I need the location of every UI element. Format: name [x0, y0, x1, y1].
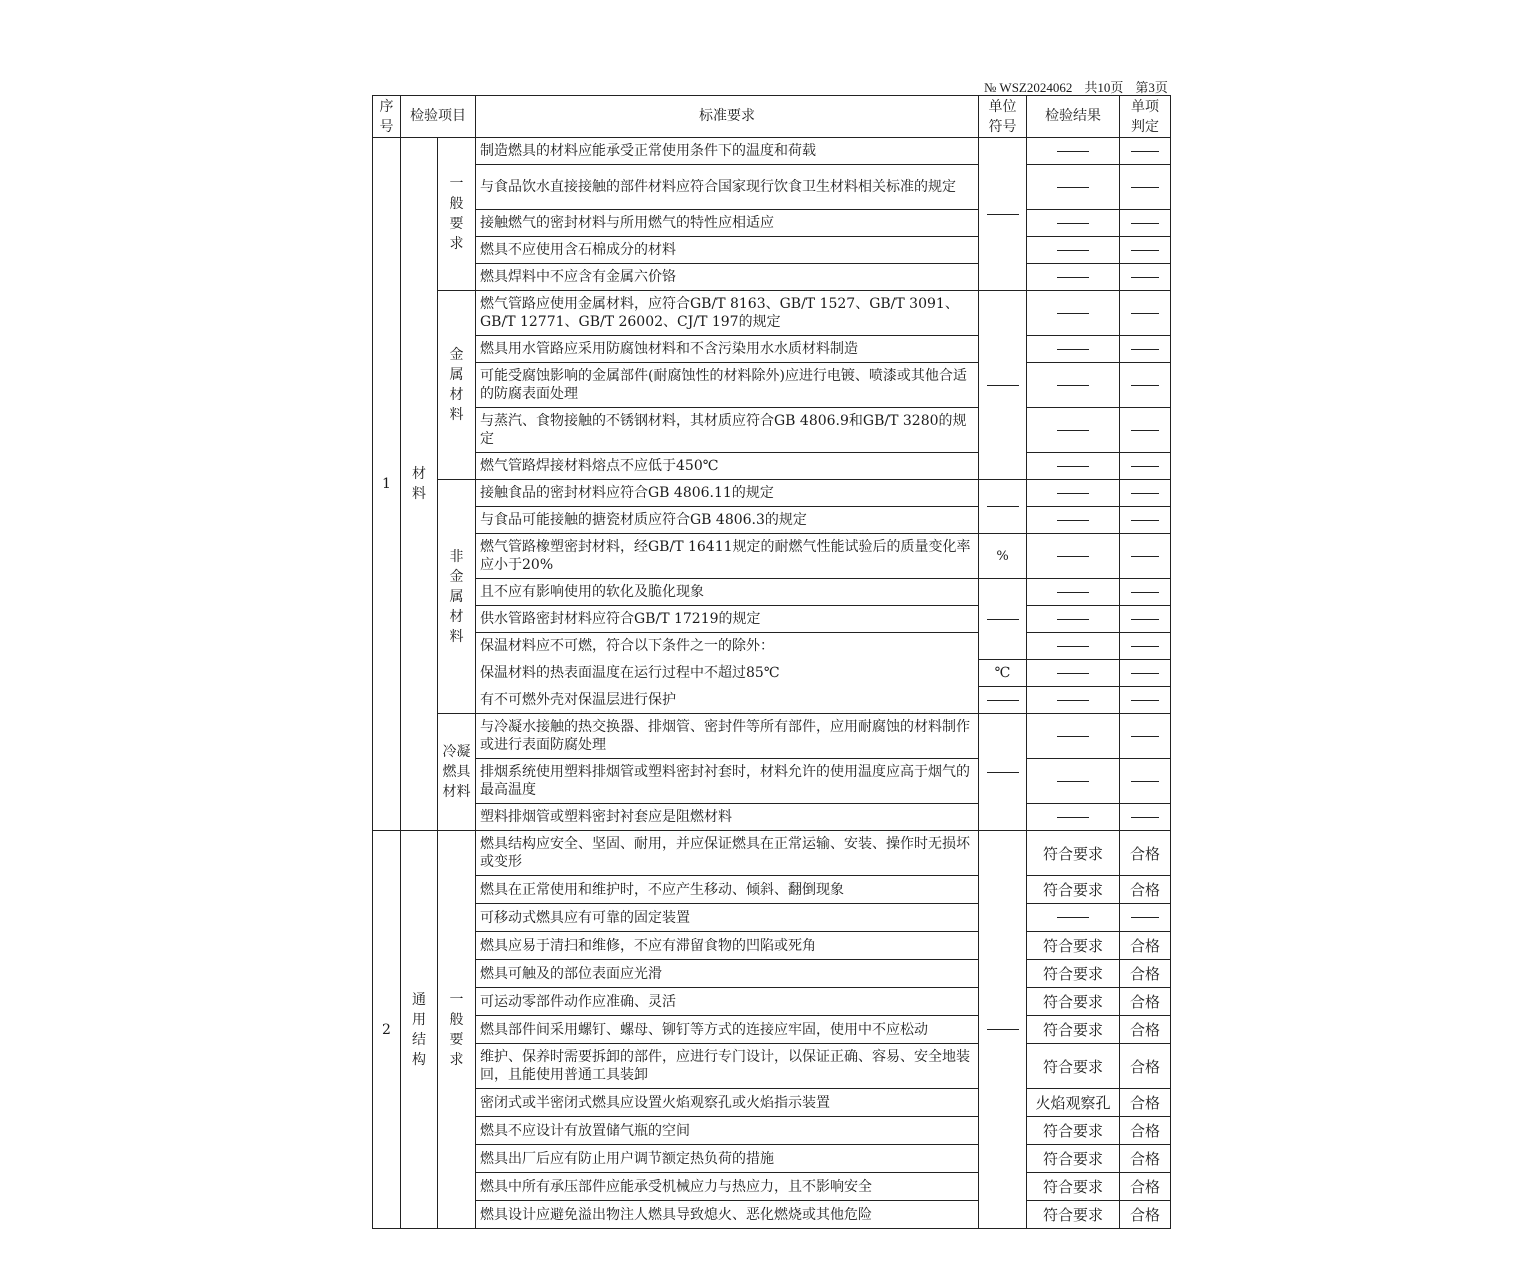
document-number [984, 77, 1184, 96]
verdict-cell: 合格 [1120, 831, 1171, 876]
result-cell [1027, 363, 1120, 408]
verdict-cell [1120, 687, 1171, 714]
requirement-cell: 有不可燃外壳对保温层进行保护 [476, 687, 979, 714]
verdict-cell [1120, 336, 1171, 363]
verdict-cell [1120, 453, 1171, 480]
table-row [373, 363, 1171, 408]
subcategory-cell: 金属材料 [438, 291, 476, 480]
table-row [373, 804, 1171, 831]
unit-cell [979, 687, 1027, 714]
page-total: 共10页 [1084, 80, 1124, 95]
verdict-cell [1120, 210, 1171, 237]
requirement-cell: 排烟系统使用塑料排烟管或塑料密封衬套时，材料允许的使用温度应高于烟气的最高温度 [476, 759, 979, 804]
result-cell: 符合要求 [1027, 1173, 1120, 1201]
result-cell [1027, 804, 1120, 831]
result-cell [1027, 480, 1120, 507]
table-row [373, 660, 1171, 687]
result-cell [1027, 660, 1120, 687]
verdict-cell [1120, 534, 1171, 579]
result-cell: 符合要求 [1027, 1117, 1120, 1145]
requirement-cell: 与冷凝水接触的热交换器、排烟管、密封件等所有部件，应用耐腐蚀的材料制作或进行表面防腐处理 [476, 714, 979, 759]
unit-cell: % [979, 534, 1027, 579]
result-cell: 符合要求 [1027, 960, 1120, 988]
requirement-cell: 且不应有影响使用的软化及脆化现象 [476, 579, 979, 606]
subcategory-cell: 冷凝燃具材料 [438, 714, 476, 831]
requirement-cell: 燃气管路焊接材料熔点不应低于450℃ [476, 453, 979, 480]
requirement-cell: 接触食品的密封材料应符合GB 4806.11的规定 [476, 480, 979, 507]
verdict-cell [1120, 237, 1171, 264]
header-result: 检验结果 [1027, 96, 1120, 138]
result-cell [1027, 165, 1120, 210]
verdict-cell [1120, 606, 1171, 633]
requirement-cell: 维护、保养时需要拆卸的部件，应进行专门设计，以保证正确、容易、安全地装回，且能使用普通工具装卸 [476, 1044, 979, 1089]
result-cell: 符合要求 [1027, 1016, 1120, 1044]
verdict-cell [1120, 408, 1171, 453]
result-cell [1027, 336, 1120, 363]
table-row [373, 480, 1171, 507]
table-row [373, 714, 1171, 759]
table-row [373, 1016, 1171, 1044]
verdict-cell: 合格 [1120, 1044, 1171, 1089]
result-cell [1027, 138, 1120, 165]
requirement-cell: 燃气管路橡塑密封材料，经GB/T 16411规定的耐燃气性能试验后的质量变化率应小于20% [476, 534, 979, 579]
unit-cell: ℃ [979, 660, 1027, 687]
verdict-cell: 合格 [1120, 1117, 1171, 1145]
verdict-cell [1120, 633, 1171, 660]
table-row [373, 831, 1171, 876]
table-row [373, 759, 1171, 804]
requirement-cell: 燃具部件间采用螺钉、螺母、铆钉等方式的连接应牢固，使用中不应松动 [476, 1016, 979, 1044]
table-row [373, 408, 1171, 453]
result-cell: 符合要求 [1027, 988, 1120, 1016]
requirement-cell: 与食品可能接触的搪瓷材质应符合GB 4806.3的规定 [476, 507, 979, 534]
verdict-cell [1120, 579, 1171, 606]
verdict-cell [1120, 291, 1171, 336]
requirement-cell: 燃具用水管路应采用防腐蚀材料和不含污染用水水质材料制造 [476, 336, 979, 363]
table-row [373, 264, 1171, 291]
report-number: № WSZ2024062 [984, 80, 1073, 95]
verdict-cell [1120, 660, 1171, 687]
table-row [373, 876, 1171, 904]
table-row [373, 960, 1171, 988]
verdict-cell [1120, 138, 1171, 165]
verdict-cell: 合格 [1120, 1145, 1171, 1173]
requirement-cell: 燃具可触及的部位表面应光滑 [476, 960, 979, 988]
table-row [373, 210, 1171, 237]
table-row [373, 988, 1171, 1016]
subcategory-cell: 非金属材料 [438, 480, 476, 714]
unit-cell [979, 714, 1027, 831]
requirement-cell: 保温材料应不可燃，符合以下条件之一的除外： [476, 633, 979, 660]
table-row [373, 687, 1171, 714]
result-cell: 符合要求 [1027, 831, 1120, 876]
seq-cell: 2 [373, 831, 401, 1229]
header-seq: 序号 [373, 96, 401, 138]
requirement-cell: 接触燃气的密封材料与所用燃气的特性应相适应 [476, 210, 979, 237]
header-unit: 单位符号 [979, 96, 1027, 138]
table-row [373, 932, 1171, 960]
verdict-cell [1120, 363, 1171, 408]
verdict-cell [1120, 714, 1171, 759]
inspection-table [372, 95, 1171, 1229]
table-row [373, 291, 1171, 336]
verdict-cell [1120, 165, 1171, 210]
requirement-cell: 可运动零部件动作应准确、灵活 [476, 988, 979, 1016]
requirement-cell: 燃具出厂后应有防止用户调节额定热负荷的措施 [476, 1145, 979, 1173]
verdict-cell [1120, 904, 1171, 932]
requirement-cell: 密闭式或半密闭式燃具应设置火焰观察孔或火焰指示装置 [476, 1089, 979, 1117]
verdict-cell: 合格 [1120, 988, 1171, 1016]
unit-cell [979, 291, 1027, 480]
result-cell [1027, 264, 1120, 291]
result-cell [1027, 291, 1120, 336]
table-row [373, 1089, 1171, 1117]
table-row [373, 1044, 1171, 1089]
verdict-cell [1120, 759, 1171, 804]
category-cell: 通用结构 [401, 831, 438, 1229]
requirement-cell: 可能受腐蚀影响的金属部件(耐腐蚀性的材料除外)应进行电镀、喷漆或其他合适的防腐表面处理 [476, 363, 979, 408]
result-cell: 符合要求 [1027, 1145, 1120, 1173]
table-row [373, 138, 1171, 165]
requirement-cell: 与蒸汽、食物接触的不锈钢材料，其材质应符合GB 4806.9和GB/T 3280的规定 [476, 408, 979, 453]
table-row [373, 1201, 1171, 1229]
verdict-cell: 合格 [1120, 1201, 1171, 1229]
result-cell [1027, 579, 1120, 606]
verdict-cell: 合格 [1120, 1016, 1171, 1044]
requirement-cell: 保温材料的热表面温度在运行过程中不超过85℃ [476, 660, 979, 687]
result-cell [1027, 408, 1120, 453]
requirement-cell: 制造燃具的材料应能承受正常使用条件下的温度和荷载 [476, 138, 979, 165]
table-row [373, 633, 1171, 660]
requirement-cell: 燃具不应使用含石棉成分的材料 [476, 237, 979, 264]
unit-cell [979, 579, 1027, 660]
table-row [373, 165, 1171, 210]
seq-cell: 1 [373, 138, 401, 831]
result-cell [1027, 453, 1120, 480]
requirement-cell: 燃具结构应安全、坚固、耐用，并应保证燃具在正常运输、安装、操作时无损坏或变形 [476, 831, 979, 876]
result-cell: 火焰观察孔 [1027, 1089, 1120, 1117]
result-cell: 符合要求 [1027, 932, 1120, 960]
verdict-cell [1120, 804, 1171, 831]
result-cell [1027, 633, 1120, 660]
requirement-cell: 供水管路密封材料应符合GB/T 17219的规定 [476, 606, 979, 633]
subcategory-cell: 一般要求 [438, 831, 476, 1229]
result-cell [1027, 210, 1120, 237]
result-cell: 符合要求 [1027, 876, 1120, 904]
table-row [373, 606, 1171, 633]
requirement-cell: 燃具应易于清扫和维修，不应有滞留食物的凹陷或死角 [476, 932, 979, 960]
result-cell [1027, 507, 1120, 534]
result-cell [1027, 904, 1120, 932]
verdict-cell: 合格 [1120, 960, 1171, 988]
header-item: 检验项目 [401, 96, 476, 138]
result-cell [1027, 606, 1120, 633]
result-cell [1027, 534, 1120, 579]
header-requirement: 标准要求 [476, 96, 979, 138]
table-row [373, 237, 1171, 264]
requirement-cell: 与食品饮水直接接触的部件材料应符合国家现行饮食卫生材料相关标准的规定 [476, 165, 979, 210]
table-row [373, 579, 1171, 606]
table-row [373, 336, 1171, 363]
result-cell [1027, 759, 1120, 804]
verdict-cell: 合格 [1120, 1089, 1171, 1117]
unit-cell [979, 831, 1027, 1229]
requirement-cell: 燃气管路应使用金属材料，应符合GB/T 8163、GB/T 1527、GB/T 3091、GB/T 12771、GB/T 26002、CJ/T 197的规定 [476, 291, 979, 336]
result-cell [1027, 237, 1120, 264]
subcategory-cell: 一般要求 [438, 138, 476, 291]
verdict-cell [1120, 507, 1171, 534]
result-cell: 符合要求 [1027, 1201, 1120, 1229]
category-cell: 材料 [401, 138, 438, 831]
result-cell [1027, 714, 1120, 759]
unit-cell [979, 480, 1027, 534]
result-cell [1027, 687, 1120, 714]
table-row [373, 1145, 1171, 1173]
header-verdict: 单项判定 [1120, 96, 1171, 138]
table-row [373, 534, 1171, 579]
verdict-cell [1120, 264, 1171, 291]
requirement-cell: 燃具不应设计有放置储气瓶的空间 [476, 1117, 979, 1145]
requirement-cell: 燃具在正常使用和维护时，不应产生移动、倾斜、翻倒现象 [476, 876, 979, 904]
table-row [373, 453, 1171, 480]
requirement-cell: 燃具中所有承压部件应能承受机械应力与热应力，且不影响安全 [476, 1173, 979, 1201]
requirement-cell: 燃具焊料中不应含有金属六价铬 [476, 264, 979, 291]
table-row [373, 507, 1171, 534]
requirement-cell: 燃具设计应避免溢出物注人燃具导致熄火、恶化燃烧或其他危险 [476, 1201, 979, 1229]
table-row [373, 1117, 1171, 1145]
verdict-cell: 合格 [1120, 876, 1171, 904]
verdict-cell: 合格 [1120, 932, 1171, 960]
table-row [373, 1173, 1171, 1201]
result-cell: 符合要求 [1027, 1044, 1120, 1089]
page-current: 第3页 [1135, 80, 1168, 95]
requirement-cell: 可移动式燃具应有可靠的固定装置 [476, 904, 979, 932]
table-row [373, 904, 1171, 932]
unit-cell [979, 138, 1027, 291]
verdict-cell: 合格 [1120, 1173, 1171, 1201]
header-row [373, 96, 1171, 138]
verdict-cell [1120, 480, 1171, 507]
requirement-cell: 塑料排烟管或塑料密封衬套应是阻燃材料 [476, 804, 979, 831]
